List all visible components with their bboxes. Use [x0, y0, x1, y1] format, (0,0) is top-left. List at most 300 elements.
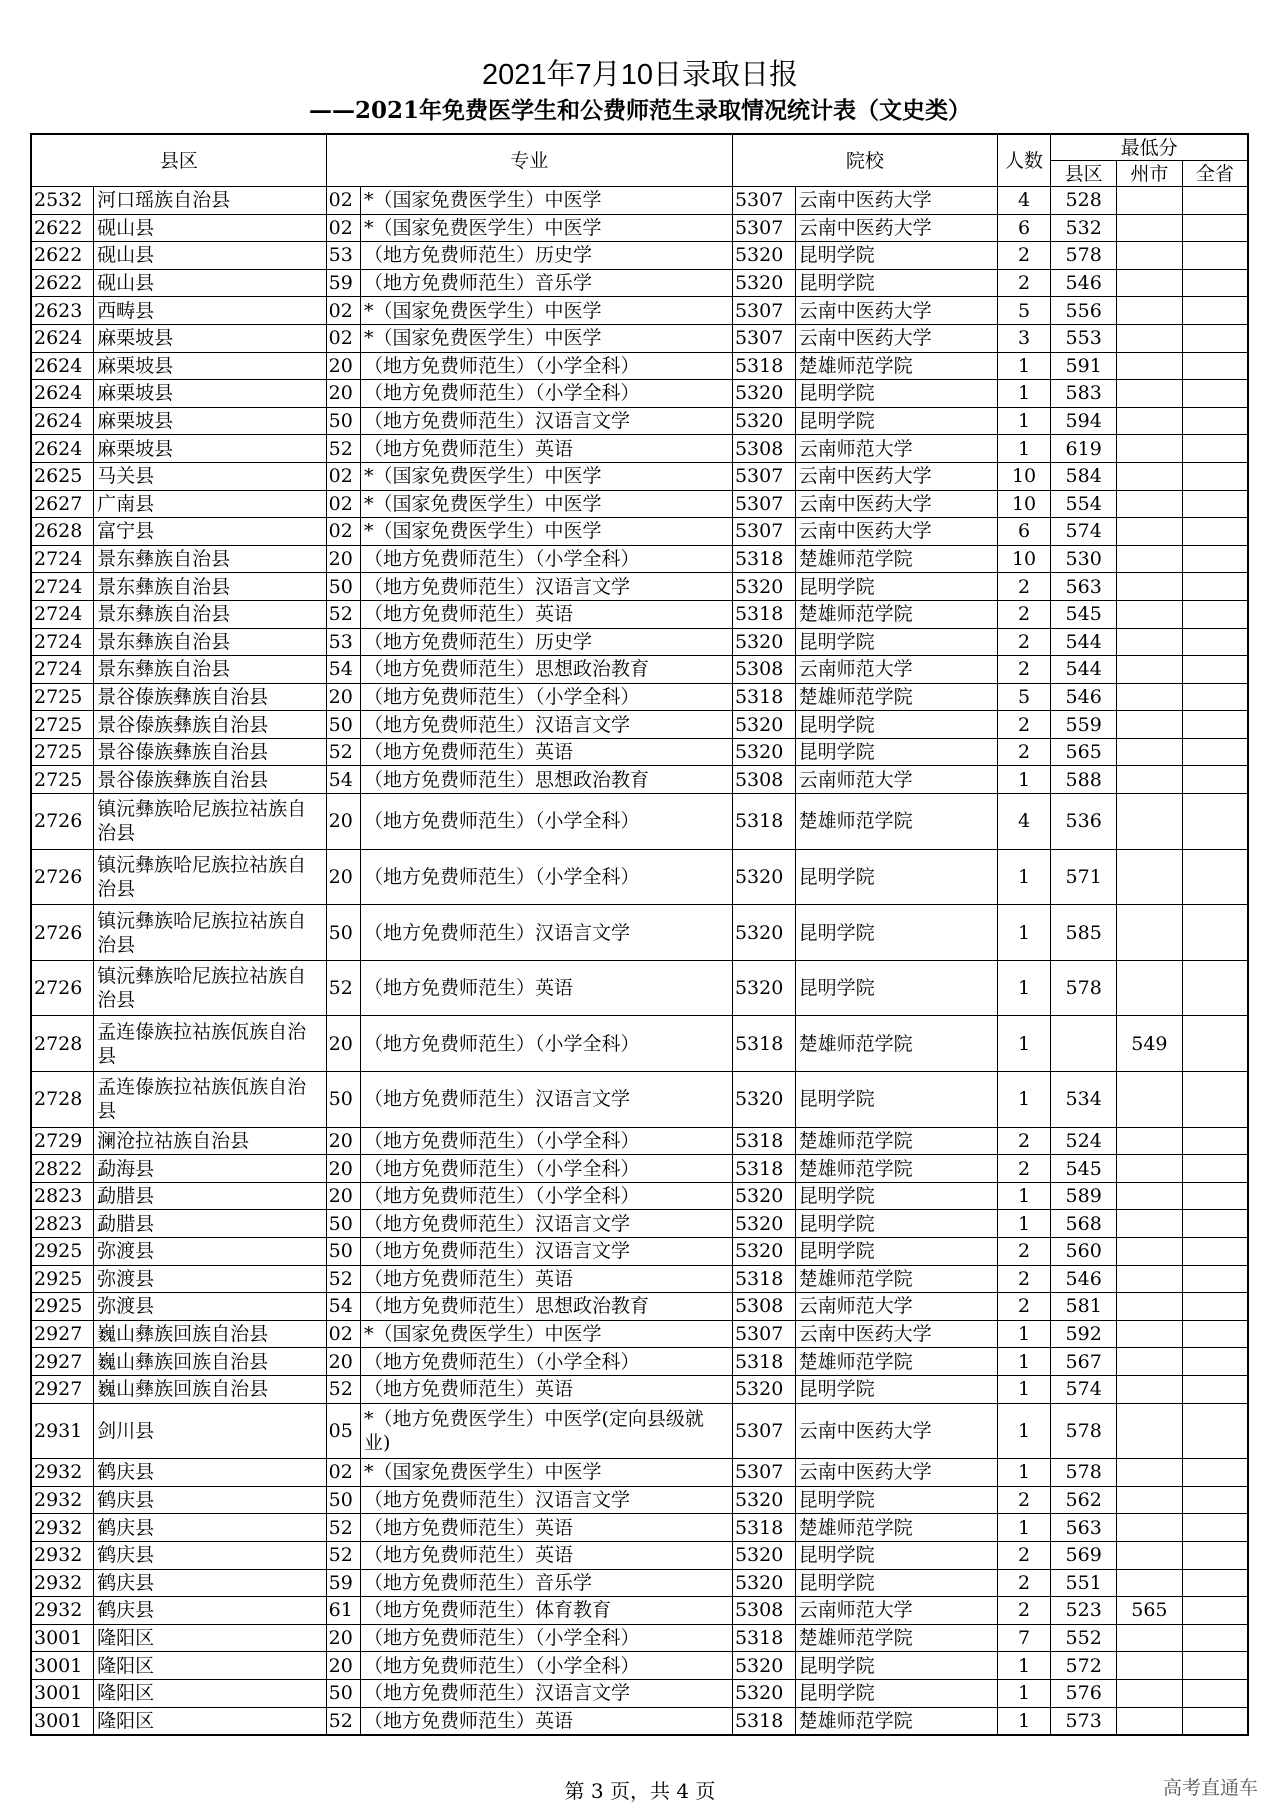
count-cell: 1: [997, 1707, 1051, 1735]
school-code-cell: 5308: [732, 435, 795, 463]
major-name-cell: （地方免费师范生）（小学全科）: [361, 1155, 733, 1183]
school-code-cell: 5307: [732, 1403, 795, 1459]
min-score-province-cell: [1182, 1155, 1248, 1183]
admission-table: [30, 133, 1249, 1736]
min-score-province-cell: [1182, 187, 1248, 215]
school-name-cell: 云南师范大学: [795, 656, 997, 684]
min-score-city-cell: [1117, 1486, 1183, 1514]
min-score-province-cell: [1182, 1210, 1248, 1238]
table-row: [31, 1403, 1248, 1459]
school-code-cell: 5320: [732, 1486, 795, 1514]
school-code-cell: 5307: [732, 1320, 795, 1348]
min-score-city-cell: 549: [1117, 1016, 1183, 1072]
min-score-county-cell: 545: [1051, 600, 1117, 628]
county-code-cell: 2725: [31, 766, 94, 794]
min-score-province-cell: [1182, 407, 1248, 435]
school-code-cell: 5318: [732, 352, 795, 380]
school-name-cell: 楚雄师范学院: [795, 794, 997, 850]
county-code-cell: 2724: [31, 573, 94, 601]
count-cell: 2: [997, 573, 1051, 601]
county-name-cell: 景东彝族自治县: [94, 600, 326, 628]
major-code-cell: 50: [326, 1486, 360, 1514]
school-code-cell: 5320: [732, 1072, 795, 1128]
min-score-province-cell: [1182, 1652, 1248, 1680]
min-score-province-cell: [1182, 1265, 1248, 1293]
count-cell: 2: [997, 600, 1051, 628]
school-code-cell: 5320: [732, 849, 795, 905]
school-code-cell: 5307: [732, 187, 795, 215]
major-code-cell: 02: [326, 1320, 360, 1348]
county-name-cell: 勐腊县: [94, 1182, 326, 1210]
min-score-city-cell: [1117, 269, 1183, 297]
min-score-city-cell: [1117, 600, 1183, 628]
table-row: [31, 1375, 1248, 1403]
county-name-cell: 隆阳区: [94, 1707, 326, 1735]
county-name-cell: 孟连傣族拉祜族佤族自治县: [94, 1072, 326, 1128]
table-row: [31, 1072, 1248, 1128]
school-name-cell: 云南中医药大学: [795, 1320, 997, 1348]
school-code-cell: 5318: [732, 600, 795, 628]
min-score-city-cell: [1117, 380, 1183, 408]
major-code-cell: 20: [326, 794, 360, 850]
count-cell: 2: [997, 1155, 1051, 1183]
major-name-cell: *（国家免费医学生）中医学: [361, 1320, 733, 1348]
county-name-cell: 巍山彝族回族自治县: [94, 1375, 326, 1403]
county-name-cell: 砚山县: [94, 269, 326, 297]
major-code-cell: 50: [326, 407, 360, 435]
min-score-city-cell: [1117, 187, 1183, 215]
county-code-cell: 2625: [31, 462, 94, 490]
min-score-province-cell: [1182, 573, 1248, 601]
school-code-cell: 5320: [732, 573, 795, 601]
major-code-cell: 20: [326, 1624, 360, 1652]
county-code-cell: 2622: [31, 214, 94, 242]
county-name-cell: 孟连傣族拉祜族佤族自治县: [94, 1016, 326, 1072]
count-cell: 2: [997, 628, 1051, 656]
count-cell: 4: [997, 794, 1051, 850]
count-cell: 1: [997, 407, 1051, 435]
major-name-cell: （地方免费师范生）英语: [361, 435, 733, 463]
min-score-province-cell: [1182, 849, 1248, 905]
major-code-cell: 20: [326, 352, 360, 380]
count-cell: 2: [997, 1127, 1051, 1155]
count-cell: 2: [997, 738, 1051, 766]
county-code-cell: 2822: [31, 1155, 94, 1183]
school-name-cell: 昆明学院: [795, 1486, 997, 1514]
major-name-cell: （地方免费师范生）英语: [361, 600, 733, 628]
min-score-city-cell: [1117, 1541, 1183, 1569]
table-row: [31, 794, 1248, 850]
min-score-province-cell: [1182, 214, 1248, 242]
county-code-cell: 2622: [31, 269, 94, 297]
table-row: [31, 628, 1248, 656]
major-name-cell: （地方免费师范生）（小学全科）: [361, 352, 733, 380]
county-name-cell: 麻栗坡县: [94, 352, 326, 380]
school-code-cell: 5320: [732, 1679, 795, 1707]
min-score-city-cell: [1117, 518, 1183, 546]
county-name-cell: 麻栗坡县: [94, 380, 326, 408]
major-code-cell: 50: [326, 1238, 360, 1266]
table-row: [31, 1210, 1248, 1238]
major-code-cell: 50: [326, 1679, 360, 1707]
min-score-county-cell: 578: [1051, 1459, 1117, 1487]
county-code-cell: 2729: [31, 1127, 94, 1155]
min-score-city-cell: [1117, 242, 1183, 270]
min-score-county-cell: 568: [1051, 1210, 1117, 1238]
min-score-city-cell: [1117, 1155, 1183, 1183]
min-score-county-cell: 530: [1051, 545, 1117, 573]
min-score-city-cell: [1117, 1072, 1183, 1128]
min-score-province-cell: [1182, 711, 1248, 739]
major-code-cell: 20: [326, 1652, 360, 1680]
min-score-city-cell: [1117, 1624, 1183, 1652]
major-code-cell: 54: [326, 1293, 360, 1321]
min-score-province-cell: [1182, 490, 1248, 518]
school-name-cell: 云南中医药大学: [795, 518, 997, 546]
major-name-cell: （地方免费师范生）历史学: [361, 628, 733, 656]
county-code-cell: 3001: [31, 1652, 94, 1680]
school-code-cell: 5318: [732, 1514, 795, 1542]
major-code-cell: 20: [326, 849, 360, 905]
school-name-cell: 昆明学院: [795, 380, 997, 408]
major-name-cell: （地方免费师范生）（小学全科）: [361, 1182, 733, 1210]
school-code-cell: 5320: [732, 960, 795, 1016]
min-score-province-cell: [1182, 1072, 1248, 1128]
county-code-cell: 2724: [31, 628, 94, 656]
county-code-cell: 2927: [31, 1320, 94, 1348]
min-score-province-cell: [1182, 269, 1248, 297]
count-cell: 3: [997, 324, 1051, 352]
count-cell: 1: [997, 1072, 1051, 1128]
county-code-cell: 2932: [31, 1514, 94, 1542]
school-name-cell: 昆明学院: [795, 573, 997, 601]
county-code-cell: 2532: [31, 187, 94, 215]
page-subtitle: ——2021年免费医学生和公费师范生录取情况统计表（文史类）: [308, 97, 971, 124]
school-code-cell: 5307: [732, 297, 795, 325]
school-code-cell: 5308: [732, 656, 795, 684]
county-code-cell: 2725: [31, 711, 94, 739]
major-name-cell: （地方免费师范生）（小学全科）: [361, 683, 733, 711]
county-name-cell: 弥渡县: [94, 1293, 326, 1321]
count-cell: 1: [997, 1016, 1051, 1072]
major-name-cell: （地方免费师范生）（小学全科）: [361, 1127, 733, 1155]
min-score-county-cell: 573: [1051, 1707, 1117, 1735]
school-code-cell: 5307: [732, 490, 795, 518]
min-score-city-cell: [1117, 1210, 1183, 1238]
header-school: 院校: [732, 134, 997, 187]
major-code-cell: 53: [326, 628, 360, 656]
count-cell: 1: [997, 1679, 1051, 1707]
school-code-cell: 5320: [732, 1541, 795, 1569]
major-code-cell: 59: [326, 1569, 360, 1597]
county-code-cell: 2932: [31, 1541, 94, 1569]
major-code-cell: 54: [326, 766, 360, 794]
table-header: [31, 134, 1248, 187]
min-score-county-cell: 581: [1051, 1293, 1117, 1321]
min-score-province-cell: [1182, 1127, 1248, 1155]
page-title: 2021年7月10日录取日报: [482, 59, 798, 91]
min-score-county-cell: 565: [1051, 738, 1117, 766]
major-code-cell: 52: [326, 600, 360, 628]
min-score-city-cell: [1117, 738, 1183, 766]
county-name-cell: 景东彝族自治县: [94, 656, 326, 684]
min-score-province-cell: [1182, 1707, 1248, 1735]
school-name-cell: 云南中医药大学: [795, 462, 997, 490]
major-code-cell: 20: [326, 1182, 360, 1210]
major-name-cell: *（地方免费医学生）中医学(定向县级就业): [361, 1403, 733, 1459]
count-cell: 1: [997, 1320, 1051, 1348]
county-name-cell: 河口瑶族自治县: [94, 187, 326, 215]
min-score-county-cell: 619: [1051, 435, 1117, 463]
min-score-county-cell: 553: [1051, 324, 1117, 352]
school-name-cell: 昆明学院: [795, 1182, 997, 1210]
county-code-cell: 2628: [31, 518, 94, 546]
school-name-cell: 昆明学院: [795, 1679, 997, 1707]
major-name-cell: （地方免费师范生）英语: [361, 1265, 733, 1293]
county-name-cell: 景谷傣族彝族自治县: [94, 711, 326, 739]
min-score-city-cell: [1117, 462, 1183, 490]
school-code-cell: 5320: [732, 380, 795, 408]
school-code-cell: 5320: [732, 407, 795, 435]
min-score-city-cell: [1117, 1679, 1183, 1707]
min-score-province-cell: [1182, 1569, 1248, 1597]
major-name-cell: （地方免费师范生）汉语言文学: [361, 1238, 733, 1266]
header-count: 人数: [997, 134, 1051, 187]
min-score-province-cell: [1182, 1320, 1248, 1348]
school-name-cell: 楚雄师范学院: [795, 683, 997, 711]
major-name-cell: （地方免费师范生）英语: [361, 738, 733, 766]
major-code-cell: 52: [326, 1375, 360, 1403]
county-code-cell: 2927: [31, 1375, 94, 1403]
min-score-county-cell: 563: [1051, 1514, 1117, 1542]
county-name-cell: 鹤庆县: [94, 1459, 326, 1487]
min-score-county-cell: 588: [1051, 766, 1117, 794]
school-name-cell: 楚雄师范学院: [795, 1127, 997, 1155]
county-code-cell: 2623: [31, 297, 94, 325]
county-name-cell: 澜沧拉祜族自治县: [94, 1127, 326, 1155]
school-name-cell: 昆明学院: [795, 960, 997, 1016]
county-name-cell: 鹤庆县: [94, 1569, 326, 1597]
table-row: [31, 1265, 1248, 1293]
major-code-cell: 05: [326, 1403, 360, 1459]
min-score-county-cell: 552: [1051, 1624, 1117, 1652]
county-code-cell: 2726: [31, 960, 94, 1016]
school-code-cell: 5318: [732, 1348, 795, 1376]
min-score-county-cell: 523: [1051, 1597, 1117, 1625]
school-code-cell: 5318: [732, 1265, 795, 1293]
major-name-cell: （地方免费师范生）英语: [361, 1541, 733, 1569]
min-score-county-cell: 524: [1051, 1127, 1117, 1155]
school-name-cell: 昆明学院: [795, 711, 997, 739]
school-name-cell: 昆明学院: [795, 242, 997, 270]
min-score-county-cell: 569: [1051, 1541, 1117, 1569]
count-cell: 1: [997, 1652, 1051, 1680]
min-score-county-cell: 576: [1051, 1679, 1117, 1707]
school-code-cell: 5307: [732, 214, 795, 242]
count-cell: 10: [997, 462, 1051, 490]
school-code-cell: 5320: [732, 1238, 795, 1266]
min-score-city-cell: [1117, 297, 1183, 325]
table-row: [31, 1597, 1248, 1625]
major-code-cell: 20: [326, 545, 360, 573]
min-score-province-cell: [1182, 1486, 1248, 1514]
county-name-cell: 镇沅彝族哈尼族拉祜族自治县: [94, 849, 326, 905]
header-min-score: 最低分: [1051, 134, 1248, 161]
county-name-cell: 西畴县: [94, 297, 326, 325]
school-name-cell: 昆明学院: [795, 628, 997, 656]
table-row: [31, 187, 1248, 215]
county-name-cell: 富宁县: [94, 518, 326, 546]
county-name-cell: 景谷傣族彝族自治县: [94, 683, 326, 711]
table-row: [31, 711, 1248, 739]
major-name-cell: （地方免费师范生）（小学全科）: [361, 1624, 733, 1652]
school-code-cell: 5318: [732, 545, 795, 573]
min-score-province-cell: [1182, 1597, 1248, 1625]
county-code-cell: 2927: [31, 1348, 94, 1376]
major-name-cell: （地方免费师范生）汉语言文学: [361, 1679, 733, 1707]
min-score-province-cell: [1182, 628, 1248, 656]
county-code-cell: 2932: [31, 1459, 94, 1487]
major-code-cell: 52: [326, 1541, 360, 1569]
county-name-cell: 广南县: [94, 490, 326, 518]
school-name-cell: 楚雄师范学院: [795, 1624, 997, 1652]
min-score-province-cell: [1182, 1679, 1248, 1707]
major-code-cell: 20: [326, 1348, 360, 1376]
county-name-cell: 弥渡县: [94, 1265, 326, 1293]
major-code-cell: 02: [326, 187, 360, 215]
min-score-province-cell: [1182, 324, 1248, 352]
count-cell: 1: [997, 1403, 1051, 1459]
county-code-cell: 2925: [31, 1265, 94, 1293]
min-score-city-cell: [1117, 545, 1183, 573]
table-row: [31, 960, 1248, 1016]
table-row: [31, 1652, 1248, 1680]
min-score-province-cell: [1182, 1016, 1248, 1072]
min-score-city-cell: [1117, 1652, 1183, 1680]
count-cell: 1: [997, 380, 1051, 408]
table-row: [31, 766, 1248, 794]
min-score-city-cell: [1117, 711, 1183, 739]
count-cell: 4: [997, 187, 1051, 215]
header-major: 专业: [326, 134, 732, 187]
min-score-county-cell: 551: [1051, 1569, 1117, 1597]
min-score-province-cell: [1182, 656, 1248, 684]
school-code-cell: 5320: [732, 1182, 795, 1210]
major-name-cell: （地方免费师范生）（小学全科）: [361, 794, 733, 850]
major-name-cell: （地方免费师范生）（小学全科）: [361, 1016, 733, 1072]
county-name-cell: 砚山县: [94, 242, 326, 270]
table-row: [31, 683, 1248, 711]
count-cell: 2: [997, 656, 1051, 684]
school-name-cell: 楚雄师范学院: [795, 1348, 997, 1376]
min-score-county-cell: 585: [1051, 905, 1117, 961]
major-code-cell: 50: [326, 1072, 360, 1128]
county-name-cell: 砚山县: [94, 214, 326, 242]
major-code-cell: 52: [326, 1707, 360, 1735]
table-row: [31, 656, 1248, 684]
county-code-cell: 2724: [31, 656, 94, 684]
table-row: [31, 242, 1248, 270]
major-code-cell: 53: [326, 242, 360, 270]
table-row: [31, 1293, 1248, 1321]
table-row: [31, 269, 1248, 297]
county-name-cell: 鹤庆县: [94, 1486, 326, 1514]
min-score-city-cell: [1117, 628, 1183, 656]
major-name-cell: *（国家免费医学生）中医学: [361, 297, 733, 325]
county-name-cell: 勐海县: [94, 1155, 326, 1183]
table-row: [31, 490, 1248, 518]
min-score-county-cell: 556: [1051, 297, 1117, 325]
school-code-cell: 5320: [732, 628, 795, 656]
major-code-cell: 61: [326, 1597, 360, 1625]
school-code-cell: 5318: [732, 683, 795, 711]
school-code-cell: 5320: [732, 1375, 795, 1403]
table-row: [31, 1182, 1248, 1210]
min-score-province-cell: [1182, 1182, 1248, 1210]
count-cell: 6: [997, 518, 1051, 546]
min-score-county-cell: 532: [1051, 214, 1117, 242]
table-body: [31, 187, 1248, 1735]
major-name-cell: *（国家免费医学生）中医学: [361, 1459, 733, 1487]
school-name-cell: 云南师范大学: [795, 1293, 997, 1321]
school-name-cell: 楚雄师范学院: [795, 1016, 997, 1072]
major-name-cell: *（国家免费医学生）中医学: [361, 462, 733, 490]
table-row: [31, 1679, 1248, 1707]
school-name-cell: 云南中医药大学: [795, 297, 997, 325]
major-code-cell: 20: [326, 1155, 360, 1183]
min-score-city-cell: [1117, 1569, 1183, 1597]
count-cell: 1: [997, 766, 1051, 794]
school-name-cell: 云南中医药大学: [795, 214, 997, 242]
count-cell: 1: [997, 1348, 1051, 1376]
county-name-cell: 马关县: [94, 462, 326, 490]
min-score-county-cell: 591: [1051, 352, 1117, 380]
table-row: [31, 1016, 1248, 1072]
major-code-cell: 52: [326, 1265, 360, 1293]
major-name-cell: （地方免费师范生）汉语言文学: [361, 1072, 733, 1128]
table-row: [31, 380, 1248, 408]
header-county: 县区: [31, 134, 326, 187]
county-name-cell: 巍山彝族回族自治县: [94, 1348, 326, 1376]
count-cell: 2: [997, 269, 1051, 297]
header-min-province: 全省: [1182, 161, 1248, 187]
county-name-cell: 麻栗坡县: [94, 324, 326, 352]
school-name-cell: 昆明学院: [795, 849, 997, 905]
county-code-cell: 2726: [31, 794, 94, 850]
school-code-cell: 5318: [732, 1707, 795, 1735]
table-row: [31, 1127, 1248, 1155]
school-code-cell: 5320: [732, 242, 795, 270]
count-cell: 1: [997, 1182, 1051, 1210]
min-score-province-cell: [1182, 1293, 1248, 1321]
min-score-city-cell: [1117, 960, 1183, 1016]
county-name-cell: 鹤庆县: [94, 1541, 326, 1569]
major-code-cell: 02: [326, 1459, 360, 1487]
school-code-cell: 5320: [732, 1652, 795, 1680]
min-score-province-cell: [1182, 1238, 1248, 1266]
county-code-cell: 2823: [31, 1182, 94, 1210]
count-cell: 1: [997, 1459, 1051, 1487]
school-code-cell: 5320: [732, 1569, 795, 1597]
county-code-cell: 2925: [31, 1238, 94, 1266]
major-code-cell: 50: [326, 905, 360, 961]
major-name-cell: （地方免费师范生）思想政治教育: [361, 656, 733, 684]
county-name-cell: 镇沅彝族哈尼族拉祜族自治县: [94, 794, 326, 850]
school-name-cell: 昆明学院: [795, 1210, 997, 1238]
min-score-province-cell: [1182, 905, 1248, 961]
table-row: [31, 1348, 1248, 1376]
min-score-county-cell: 572: [1051, 1652, 1117, 1680]
